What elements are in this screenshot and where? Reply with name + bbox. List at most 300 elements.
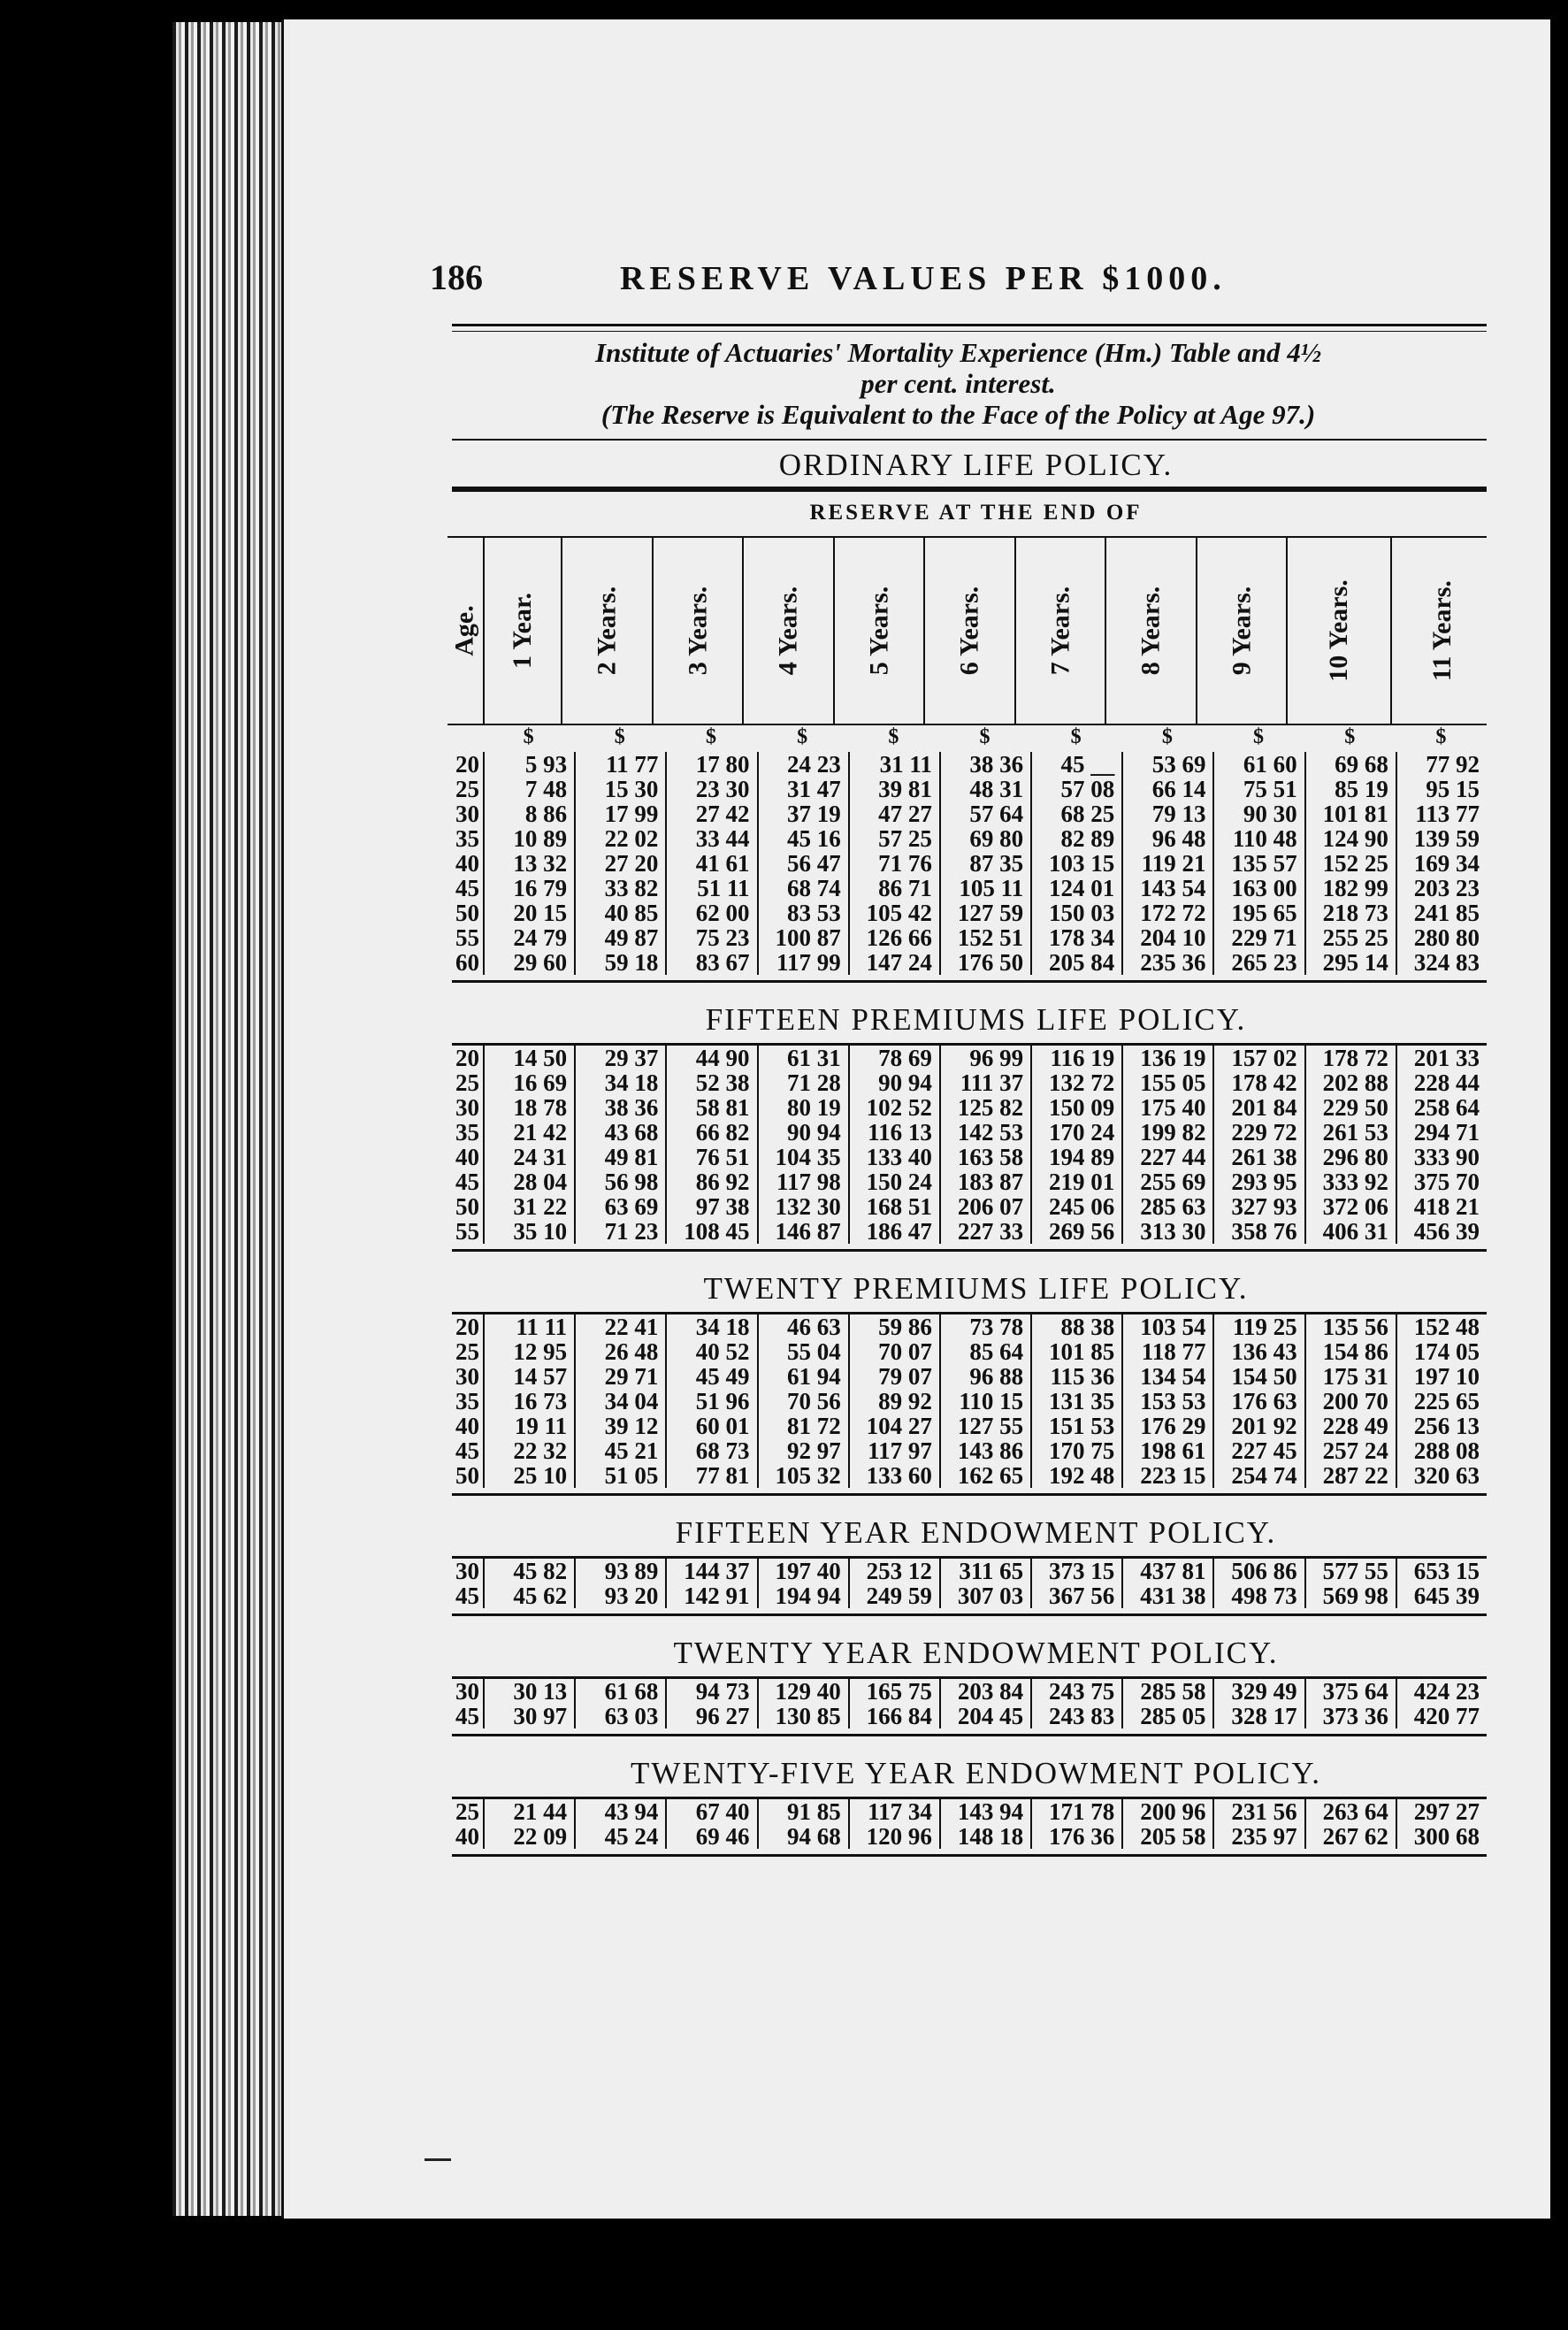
reserve-value-cell: 8 86 [483,801,574,826]
reserve-value-cell: 155 05 [1121,1070,1212,1095]
reserve-value-cell: 170 24 [1030,1120,1121,1145]
reserve-value-cell: 178 42 [1212,1070,1304,1095]
reserve-value-cell: 569 98 [1304,1583,1396,1608]
reserve-value-cell: 57 64 [939,801,1030,826]
reserve-value-cell: 265 23 [1212,950,1304,975]
reserve-value-cell: 90 94 [848,1070,939,1095]
reserve-value-cell: 14 50 [483,1046,574,1070]
reserve-value-cell: 87 35 [939,851,1030,876]
dollar-sign: $ [1344,725,1356,748]
dollar-sign: $ [1070,725,1082,748]
reserve-value-cell: 142 53 [939,1120,1030,1145]
reserve-value-cell: 261 38 [1212,1145,1304,1169]
reserve-value-cell: 148 18 [939,1824,1030,1849]
age-cell: 25 [455,1338,479,1365]
column-header-label: 4 Years. [773,586,803,676]
reserve-value-cell: 431 38 [1121,1583,1212,1608]
reserve-value-cell: 68 74 [757,876,848,901]
dollar-sign [447,725,483,752]
reserve-value-cell: 40 85 [574,901,665,925]
dollar-sign: $ [1161,725,1173,748]
column-header-label: 11 Years. [1426,580,1457,681]
reserve-value-cell: 70 56 [757,1389,848,1414]
reserve-value-cell: 55 04 [757,1339,848,1364]
reserve-value-cell: 228 44 [1396,1070,1487,1095]
reserve-value-cell: 45 __ [1030,752,1121,777]
reserve-value-cell: 79 07 [848,1364,939,1389]
reserve-value-cell: 73 78 [939,1314,1030,1339]
dollar-sign: $ [614,725,625,748]
reserve-value-cell: 80 19 [757,1095,848,1120]
reserve-value-cell: 144 37 [665,1559,756,1583]
reserve-value-cell: 285 05 [1121,1704,1212,1728]
age-cell: 50 [455,1462,479,1489]
reserve-value-cell: 97 38 [665,1194,756,1219]
reserve-value-cell: 176 50 [939,950,1030,975]
reserve-value-cell: 115 36 [1030,1364,1121,1389]
reserve-value-cell: 243 75 [1030,1679,1121,1704]
reserve-value-cell: 133 40 [848,1145,939,1169]
reserve-value-cell: 229 72 [1212,1120,1304,1145]
age-cell: 30 [455,1094,479,1121]
reserve-value-cell: 67 40 [665,1799,756,1824]
dollar-sign: $ [979,725,991,748]
reserve-value-cell: 69 68 [1304,752,1396,777]
reserve-value-cell: 29 37 [574,1046,665,1070]
reserve-value-cell: 105 32 [757,1463,848,1488]
reserve-value-cell: 367 56 [1030,1583,1121,1608]
ink-mark [425,2158,451,2161]
reserve-value-cell: 124 01 [1030,876,1121,901]
reserve-value-cell: 11 77 [574,752,665,777]
reserve-value-cell: 40 52 [665,1339,756,1364]
reserve-value-cell: 204 45 [939,1704,1030,1728]
reserve-value-cell: 256 13 [1396,1414,1487,1438]
reserve-value-cell: 142 91 [665,1583,756,1608]
reserve-value-cell: 59 86 [848,1314,939,1339]
reserve-value-cell: 293 95 [1212,1169,1304,1194]
reserve-value-cell: 12 95 [483,1339,574,1364]
reserve-value-cell: 96 27 [665,1704,756,1728]
reserve-value-cell: 195 65 [1212,901,1304,925]
page-header [430,257,1487,318]
reserve-value-cell: 328 17 [1212,1704,1304,1728]
reserve-value-cell: 146 87 [757,1219,848,1244]
reserve-value-cell: 13 32 [483,851,574,876]
column-header [561,538,652,724]
reserve-value-cell: 91 85 [757,1799,848,1824]
age-cell: 30 [455,1678,479,1705]
reserve-value-cell: 117 98 [757,1169,848,1194]
column-header [742,538,833,724]
twenty-endowment-table [447,1679,1487,1728]
reserve-value-cell: 81 72 [757,1414,848,1438]
reserve-value-cell: 267 62 [1304,1824,1396,1849]
reserve-value-cell: 235 36 [1121,950,1212,975]
reserve-value-cell: 124 90 [1304,826,1396,851]
reserve-value-cell: 47 27 [848,801,939,826]
reserve-value-cell: 85 64 [939,1339,1030,1364]
twenty-premiums-table [447,1314,1487,1488]
age-cell: 50 [455,900,479,926]
subtitle-line-1: Institute of Actuaries' Mortality Experience (Hm.) Table and 4½ [595,337,1321,368]
reserve-value-cell: 127 59 [939,901,1030,925]
reserve-value-cell: 203 23 [1396,876,1487,901]
reserve-value-cell: 152 25 [1304,851,1396,876]
column-header-label: 8 Years. [1136,586,1166,676]
reserve-value-cell: 113 77 [1396,801,1487,826]
reserve-value-cell: 16 73 [483,1389,574,1414]
age-cell: 40 [455,850,479,877]
reserve-value-cell: 130 85 [757,1704,848,1728]
column-header [1196,538,1287,724]
reserve-value-cell: 132 72 [1030,1070,1121,1095]
reserve-value-cell: 117 34 [848,1799,939,1824]
column-header [652,538,743,724]
column-header [1390,538,1493,724]
reserve-value-cell: 577 55 [1304,1559,1396,1583]
dollar-sign: $ [888,725,899,748]
reserve-value-cell: 143 54 [1121,876,1212,901]
column-header-label: 3 Years. [682,586,712,676]
reserve-value-cell: 372 06 [1304,1194,1396,1219]
age-cell: 30 [455,1363,479,1390]
reserve-value-cell: 15 30 [574,777,665,801]
section-title-twenty-premiums: TWENTY PREMIUMS LIFE POLICY. [703,1271,1249,1306]
age-cell: 20 [455,751,479,778]
reserve-value-cell: 51 11 [665,876,756,901]
section-title-twentyfive-endowment: TWENTY-FIVE YEAR ENDOWMENT POLICY. [631,1756,1321,1790]
column-header-label: 6 Years. [954,586,984,676]
section-title-fifteen-premiums: FIFTEEN PREMIUMS LIFE POLICY. [705,1002,1247,1037]
reserve-value-cell: 166 84 [848,1704,939,1728]
age-cell: 35 [455,1119,479,1146]
reserve-value-cell: 333 90 [1396,1145,1487,1169]
reserve-value-cell: 68 25 [1030,801,1121,826]
age-cell: 40 [455,1413,479,1439]
age-cell: 25 [455,1798,479,1825]
reserve-value-cell: 170 75 [1030,1438,1121,1463]
dollar-sign: $ [705,725,716,748]
reserve-value-cell: 14 57 [483,1364,574,1389]
column-header [483,538,561,724]
reserve-value-cell: 258 64 [1396,1095,1487,1120]
page-number: 186 [430,257,483,297]
reserve-value-cell: 254 74 [1212,1463,1304,1488]
reserve-value-cell: 154 86 [1304,1339,1396,1364]
column-header-label: 10 Years. [1324,579,1354,682]
reserve-value-cell: 205 84 [1030,950,1121,975]
reserve-value-cell: 143 86 [939,1438,1030,1463]
reserve-value-cell: 101 85 [1030,1339,1121,1364]
reserve-value-cell: 197 40 [757,1559,848,1583]
reserve-value-cell: 20 15 [483,901,574,925]
reserve-value-cell: 46 63 [757,1314,848,1339]
reserve-value-cell: 31 22 [483,1194,574,1219]
reserve-value-cell: 406 31 [1304,1219,1396,1244]
reserve-value-cell: 69 80 [939,826,1030,851]
age-cell: 35 [455,1388,479,1414]
reserve-value-cell: 49 87 [574,925,665,950]
reserve-value-cell: 197 10 [1396,1364,1487,1389]
reserve-value-cell: 118 77 [1121,1339,1212,1364]
reserve-value-cell: 57 25 [848,826,939,851]
reserve-value-cell: 169 34 [1396,851,1487,876]
reserve-value-cell: 93 89 [574,1559,665,1583]
subtitle-line-3: (The Reserve is Equivalent to the Face of the Policy at Age 97.) [600,399,1316,430]
reserve-value-cell: 68 73 [665,1438,756,1463]
reserve-value-cell: 203 84 [939,1679,1030,1704]
reserve-value-cell: 182 99 [1304,876,1396,901]
reserve-value-cell: 126 66 [848,925,939,950]
twentyfive-endowment-table [447,1799,1487,1849]
header-rule [452,324,1487,332]
reserve-value-cell: 49 81 [574,1145,665,1169]
fifteen-endowment-table [447,1559,1487,1608]
reserve-value-cell: 56 98 [574,1169,665,1194]
reserve-value-cell: 45 62 [483,1583,574,1608]
section-title-fifteen-endowment: FIFTEEN YEAR ENDOWMENT POLICY. [675,1515,1277,1550]
reserve-value-cell: 327 93 [1212,1194,1304,1219]
reserve-value-cell: 105 11 [939,876,1030,901]
reserve-value-cell: 108 45 [665,1219,756,1244]
reserve-value-cell: 45 82 [483,1559,574,1583]
section-rule [452,487,1487,492]
reserve-value-cell: 176 36 [1030,1824,1121,1849]
reserve-value-cell: 93 20 [574,1583,665,1608]
reserve-value-cell: 300 68 [1396,1824,1487,1849]
reserve-value-cell: 157 02 [1212,1046,1304,1070]
section-title-ordinary: ORDINARY LIFE POLICY. [778,448,1174,482]
section-end-rule [452,1854,1487,1857]
reserve-value-cell: 186 47 [848,1219,939,1244]
reserve-value-cell: 110 48 [1212,826,1304,851]
reserve-value-cell: 24 23 [757,752,848,777]
reserve-value-cell: 39 81 [848,777,939,801]
reserve-value-cell: 29 60 [483,950,574,975]
reserve-value-cell: 231 56 [1212,1799,1304,1824]
reserve-value-cell: 192 48 [1030,1463,1121,1488]
reserve-value-cell: 41 61 [665,851,756,876]
reserve-value-cell: 269 56 [1030,1219,1121,1244]
reserve-value-cell: 22 32 [483,1438,574,1463]
reserve-value-cell: 34 04 [574,1389,665,1414]
reserve-value-cell: 96 99 [939,1046,1030,1070]
reserve-value-cell: 175 40 [1121,1095,1212,1120]
reserve-value-cell: 17 99 [574,801,665,826]
reserve-value-cell: 129 40 [757,1679,848,1704]
age-cell: 25 [455,776,479,802]
reserve-value-cell: 52 38 [665,1070,756,1095]
subtitle-line-2: per cent. interest. [860,368,1056,399]
age-cell: 45 [455,1437,479,1464]
reserve-value-cell: 90 94 [757,1120,848,1145]
reserve-value-cell: 105 42 [848,901,939,925]
reserve-value-cell: 249 59 [848,1583,939,1608]
reserve-value-cell: 152 48 [1396,1314,1487,1339]
reserve-value-cell: 48 31 [939,777,1030,801]
reserve-value-cell: 163 58 [939,1145,1030,1169]
reserve-value-cell: 218 73 [1304,901,1396,925]
age-cell: 30 [455,1558,479,1584]
reserve-value-cell: 30 13 [483,1679,574,1704]
reserve-value-cell: 94 73 [665,1679,756,1704]
reserve-value-cell: 38 36 [939,752,1030,777]
reserve-value-cell: 358 76 [1212,1219,1304,1244]
reserve-value-cell: 61 60 [1212,752,1304,777]
reserve-value-cell: 79 13 [1121,801,1212,826]
reserve-value-cell: 117 99 [757,950,848,975]
reserve-value-cell: 75 23 [665,925,756,950]
reserve-value-cell: 456 39 [1396,1219,1487,1244]
ordinary-rows [447,752,1487,975]
reserve-value-cell: 307 03 [939,1583,1030,1608]
reserve-value-cell: 280 80 [1396,925,1487,950]
reserve-value-cell: 176 29 [1121,1414,1212,1438]
reserve-value-cell: 100 87 [757,925,848,950]
age-cell: 20 [455,1045,479,1071]
reserve-value-cell: 143 94 [939,1799,1030,1824]
reserve-value-cell: 90 30 [1212,801,1304,826]
twenty-endowment-rows [447,1679,1487,1728]
reserve-value-cell: 22 09 [483,1824,574,1849]
reserve-value-cell: 201 33 [1396,1046,1487,1070]
reserve-value-cell: 119 21 [1121,851,1212,876]
reserve-value-cell: 92 97 [757,1438,848,1463]
reserve-value-cell: 111 37 [939,1070,1030,1095]
reserve-value-cell: 150 24 [848,1169,939,1194]
reserve-value-cell: 653 15 [1396,1559,1487,1583]
reserve-value-cell: 86 71 [848,876,939,901]
twentyfive-endowment-rows [447,1799,1487,1849]
reserve-value-cell: 33 44 [665,826,756,851]
reserve-value-cell: 82 89 [1030,826,1121,851]
reserve-value-cell: 424 23 [1396,1679,1487,1704]
age-cell: 40 [455,1144,479,1170]
reserve-value-cell: 133 60 [848,1463,939,1488]
reserve-value-cell: 135 56 [1304,1314,1396,1339]
reserve-value-cell: 102 52 [848,1095,939,1120]
reserve-value-cell: 375 64 [1304,1679,1396,1704]
reserve-value-cell: 21 42 [483,1120,574,1145]
reserve-table [447,536,1487,975]
reserve-value-cell: 333 92 [1304,1169,1396,1194]
reserve-value-cell: 200 70 [1304,1389,1396,1414]
reserve-value-cell: 77 81 [665,1463,756,1488]
age-cell: 45 [455,1703,479,1729]
column-header-label: 1 Year. [508,592,538,670]
page-edges [172,22,287,2216]
reserve-value-cell: 77 92 [1396,752,1487,777]
reserve-value-cell: 373 15 [1030,1559,1121,1583]
reserve-value-cell: 69 46 [665,1824,756,1849]
reserve-value-cell: 125 82 [939,1095,1030,1120]
column-header-label: 7 Years. [1045,586,1075,676]
reserve-value-cell: 420 77 [1396,1704,1487,1728]
reserve-value-cell: 120 96 [848,1824,939,1849]
age-cell: 45 [455,1169,479,1195]
reserve-value-cell: 253 12 [848,1559,939,1583]
reserve-value-cell: 116 13 [848,1120,939,1145]
reserve-value-cell: 62 00 [665,901,756,925]
section-title-twenty-endowment: TWENTY YEAR ENDOWMENT POLICY. [673,1636,1279,1670]
reserve-label: RESERVE AT THE END OF [809,501,1143,525]
reserve-value-cell: 437 81 [1121,1559,1212,1583]
reserve-value-cell: 329 49 [1212,1679,1304,1704]
age-cell: 25 [455,1069,479,1096]
column-header-label: 2 Years. [592,586,622,676]
reserve-value-cell: 183 87 [939,1169,1030,1194]
reserve-value-cell: 29 71 [574,1364,665,1389]
reserve-value-cell: 178 34 [1030,925,1121,950]
reserve-value-cell: 5 93 [483,752,574,777]
reserve-value-cell: 71 76 [848,851,939,876]
reserve-value-cell: 16 79 [483,876,574,901]
reserve-value-cell: 152 51 [939,925,1030,950]
reserve-value-cell: 176 63 [1212,1389,1304,1414]
reserve-value-cell: 194 89 [1030,1145,1121,1169]
reserve-value-cell: 103 15 [1030,851,1121,876]
age-cell: 45 [455,875,479,901]
age-cell: 55 [455,1218,479,1245]
age-cell: 35 [455,825,479,852]
reserve-value-cell: 313 30 [1121,1219,1212,1244]
subtitle-rule [452,439,1487,441]
reserve-value-cell: 257 24 [1304,1438,1396,1463]
reserve-value-cell: 83 67 [665,950,756,975]
reserve-value-cell: 89 92 [848,1389,939,1414]
reserve-value-cell: 162 65 [939,1463,1030,1488]
reserve-value-cell: 320 63 [1396,1463,1487,1488]
reserve-value-cell: 95 15 [1396,777,1487,801]
reserve-value-cell: 151 53 [1030,1414,1121,1438]
fifteen-endowment-rows [447,1559,1487,1608]
reserve-value-cell: 206 07 [939,1194,1030,1219]
reserve-value-cell: 104 27 [848,1414,939,1438]
reserve-value-cell: 38 36 [574,1095,665,1120]
reserve-value-cell: 60 01 [665,1414,756,1438]
reserve-value-cell: 21 44 [483,1799,574,1824]
reserve-value-cell: 83 53 [757,901,848,925]
reserve-value-cell: 45 49 [665,1364,756,1389]
column-header-label: 5 Years. [864,586,894,676]
age-cell: 55 [455,924,479,951]
reserve-value-cell: 78 69 [848,1046,939,1070]
reserve-value-cell: 19 11 [483,1414,574,1438]
reserve-value-cell: 241 85 [1396,901,1487,925]
page-content [430,257,1487,1857]
reserve-value-cell: 44 90 [665,1046,756,1070]
reserve-value-cell: 288 08 [1396,1438,1487,1463]
reserve-value-cell: 373 36 [1304,1704,1396,1728]
reserve-value-cell: 205 58 [1121,1824,1212,1849]
reserve-value-cell: 22 02 [574,826,665,851]
reserve-value-cell: 7 48 [483,777,574,801]
reserve-value-cell: 96 48 [1121,826,1212,851]
reserve-value-cell: 71 23 [574,1219,665,1244]
reserve-value-cell: 245 06 [1030,1194,1121,1219]
reserve-value-cell: 194 94 [757,1583,848,1608]
reserve-value-cell: 228 49 [1304,1414,1396,1438]
reserve-value-cell: 119 25 [1212,1314,1304,1339]
column-header-row [447,536,1487,725]
reserve-value-cell: 58 81 [665,1095,756,1120]
reserve-value-cell: 297 27 [1396,1799,1487,1824]
reserve-value-cell: 139 59 [1396,826,1487,851]
reserve-value-cell: 134 54 [1121,1364,1212,1389]
reserve-value-cell: 168 51 [848,1194,939,1219]
reserve-value-cell: 131 35 [1030,1389,1121,1414]
